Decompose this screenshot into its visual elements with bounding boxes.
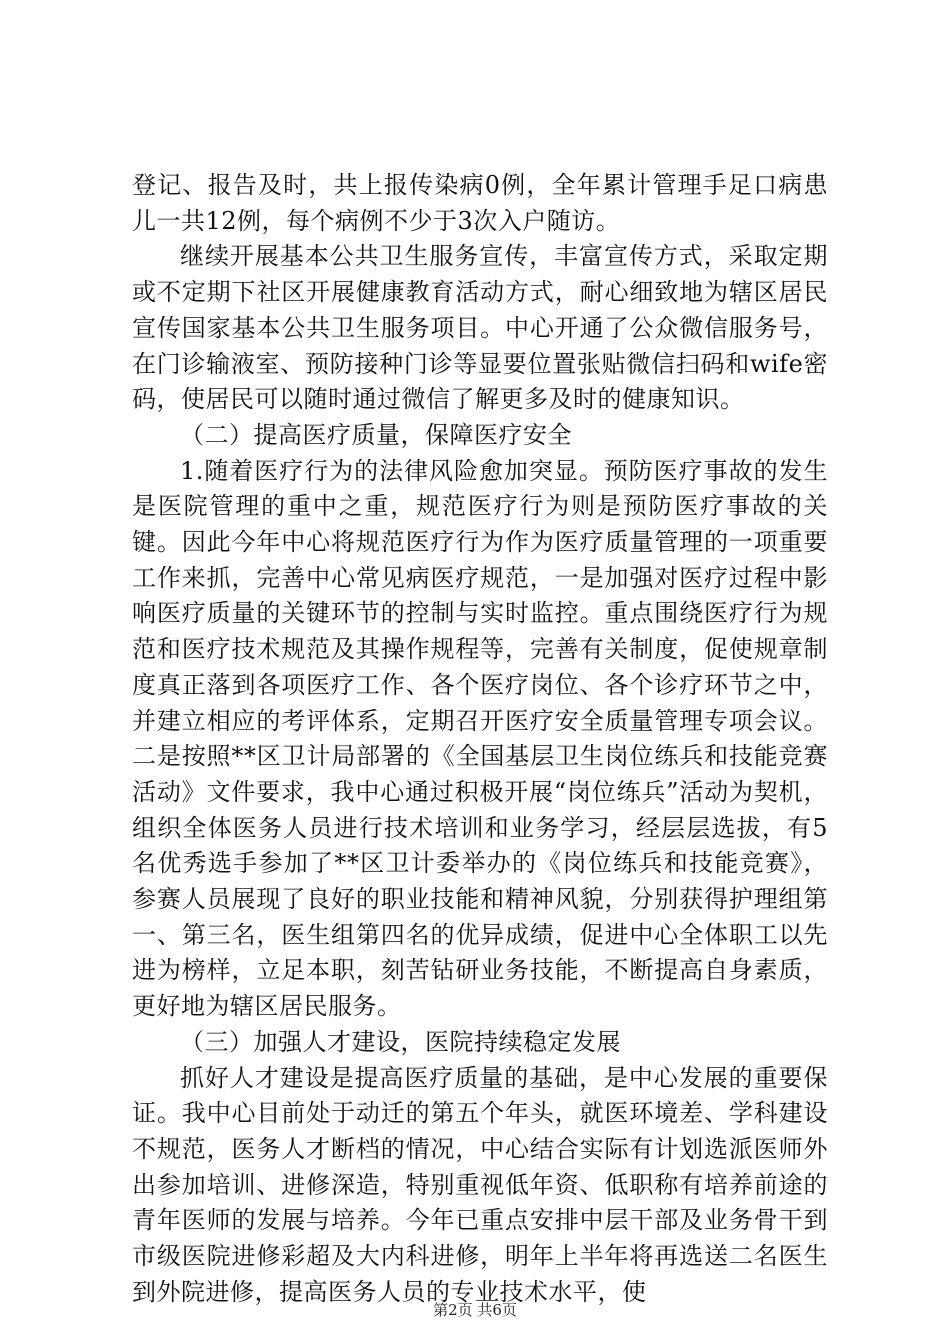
section-heading-talent-building: （三）加强人才建设，医院持续稳定发展 — [180, 1027, 621, 1056]
page-total: 共6页 — [477, 1301, 517, 1319]
paragraph-public-health-promotion: 继续开展基本公共卫生服务宣传，丰富宣传方式，采取定期或不定期下社区开展健康教育活动方式，耐心细致地为辖区居民宣传国家基本公共卫生服务项目。中心开通了公众微信服务号，在门诊输液室、预防接种门诊等显要位置张贴微信扫码和wife密码，使居民可以随时通过微信了解更多及时的健康知识。 — [132, 242, 828, 414]
document-body — [132, 168, 828, 1311]
paragraph-medical-quality: 1.随着医疗行为的法律风险愈加突显。预防医疗事故的发生是医院管理的重中之重，规范医疗行为则是预防医疗事故的关键。因此今年中心将规范医疗行为作为医疗质量管理的一项重要工作来抓，完善中心常见病医疗规范，一是加强对医疗过程中影响医疗质量的关键环节的控制与实时监控。重点围绕医疗行为规范和医疗技术规范及其操作规程等，完善有关制度，促使规章制度真正落到各项医疗工作、各个医疗岗位、各个诊疗环节之中，并建立相应的考评体系，定期召开医疗安全质量管理专项会议。二是按照**区卫计局部署的《全国基层卫生岗位练兵和技能竞赛活动》文件要求，我中心通过积极开展“岗位练兵”活动为契机，组织全体医务人员进行技术培训和业务学习，经层层选拔，有5名优秀选手参加了**区卫计委举办的《岗位练兵和技能竞赛》，参赛人员展现了良好的职业技能和精神风貌，分别获得护理组第一、第三名，医生组第四名的优异成绩，促进中心全体职工以先进为榜样，立足本职，刻苦钻研业务技能，不断提高自身素质，更好地为辖区居民服务。 — [132, 456, 828, 1021]
paragraph-talent-building: 抓好人才建设是提高医疗质量的基础，是中心发展的重要保证。我中心目前处于动迁的第五个年头，就医环境差、学科建设不规范，医务人才断档的情况，中心结合实际有计划选派医师外出参加培训、进修深造，特别重视低年资、低职称有培养前途的青年医师的发展与培养。今年已重点安排中层干部及业务骨干到市级医院进修彩超及大内科进修，明年上半年将再选送二名医生到外院进修，提高医务人员的专业技术水平，使 — [132, 1063, 828, 1306]
section-heading-medical-quality: （二）提高医疗质量，保障医疗安全 — [180, 420, 572, 449]
page-footer — [0, 1300, 950, 1320]
page-number: 第2页 — [433, 1301, 473, 1319]
paragraph-infectious-disease-report: 登记、报告及时，共上报传染病0例，全年累计管理手足口病患儿一共12例，每个病例不少于3次入户随访。 — [132, 171, 828, 235]
